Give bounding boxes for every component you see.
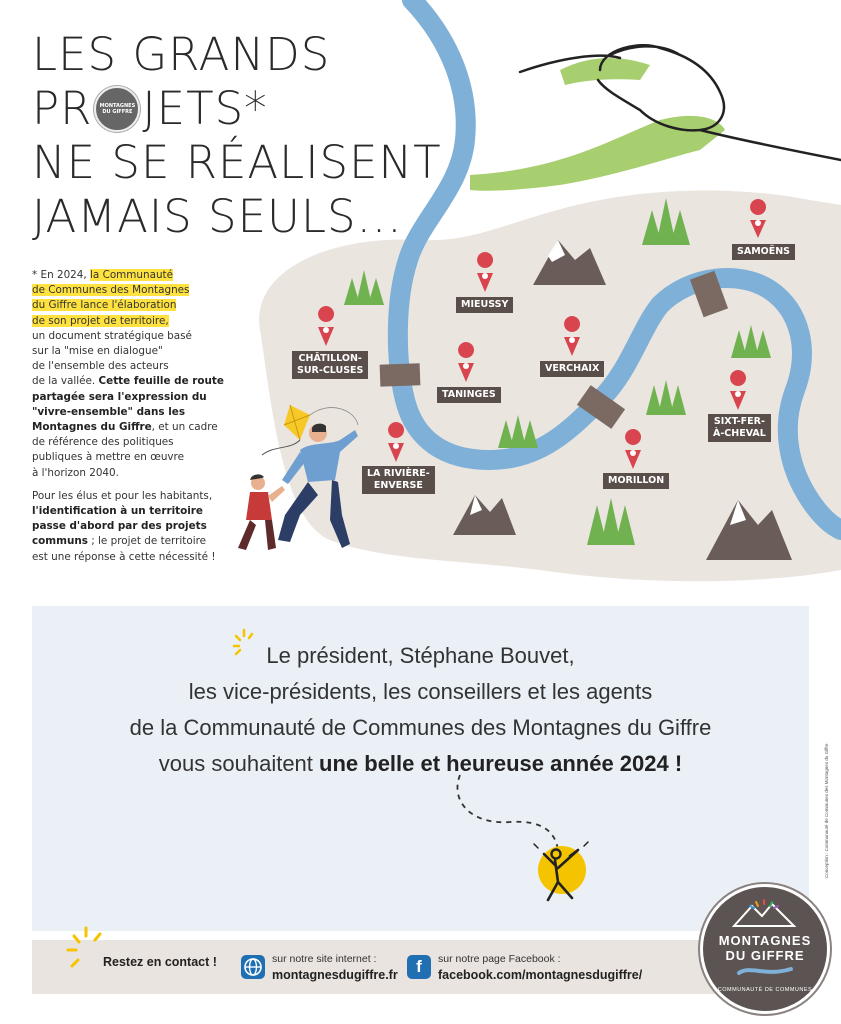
- place-label-chatillon: [292, 351, 368, 379]
- place-label-line: ENVERSE: [373, 480, 423, 491]
- intro-text-part: de l'ensemble des acteurs: [32, 360, 169, 373]
- greeting-line-3: de la Communauté de Communes des Montagnes du Giffre: [129, 715, 712, 740]
- bridge: [380, 363, 421, 386]
- intro-paragraph-2: [32, 489, 232, 565]
- intro-text: [32, 268, 232, 573]
- intro-highlight: de son projet de territoire,: [32, 314, 169, 327]
- celebrating-figure-illustration: [440, 770, 610, 920]
- facebook-link[interactable]: facebook.com/montagnesdugiffre/: [438, 968, 643, 982]
- title-line-3: NE SE RÉALISENT: [32, 136, 442, 189]
- intro-bold: partagée sera l'expression du: [32, 390, 207, 403]
- place-label-morillon: MORILLON: [603, 473, 669, 489]
- intro-text-part: est une réponse à cette nécessité !: [32, 550, 216, 563]
- place-label-riviere-enverse: [362, 466, 435, 494]
- intro-bold: passe d'abord par des projets: [32, 520, 207, 533]
- place-label-mieussy: MIEUSSY: [456, 297, 513, 313]
- place-label-line: CHÂTILLON-: [298, 353, 362, 364]
- greeting-line-4: [32, 746, 809, 782]
- intro-text-part: de référence des politiques: [32, 436, 174, 449]
- conception-credit: [824, 718, 834, 878]
- intro-text-part: publiques à mettre en œuvre: [32, 451, 184, 464]
- mini-logo-line2: DU GIFFRE: [102, 109, 133, 115]
- child-illustration: [238, 474, 285, 550]
- greeting-line-4-bold: une belle et heureuse année 2024 !: [319, 751, 683, 776]
- place-label-line: SUR-CLUSES: [297, 365, 364, 376]
- site-label: sur notre site internet :: [272, 953, 377, 965]
- logo-line-1: MONTAGNES: [718, 933, 812, 948]
- title-line-1: LES GRANDS: [32, 28, 331, 81]
- greeting-message: [32, 638, 809, 782]
- logo-subtitle: COMMUNAUTÉ DE COMMUNES: [717, 987, 813, 993]
- intro-bold: "vivre-ensemble" dans les: [32, 405, 186, 418]
- intro-text-part: Pour les élus et pour les habitants,: [32, 489, 213, 502]
- place-label-line: LA RIVIÈRE-: [367, 468, 430, 479]
- intro-highlight: la Communauté: [90, 269, 174, 281]
- intro-text-part: à l'horizon 2040.: [32, 466, 119, 479]
- logo-river-icon: [735, 963, 795, 979]
- contact-heading: Restez en contact !: [103, 955, 217, 969]
- arm-green-upper: [560, 58, 650, 85]
- arm-green: [470, 116, 725, 191]
- intro-bold: Montagnes du Giffre: [32, 421, 152, 434]
- globe-icon[interactable]: [241, 955, 265, 979]
- intro-highlight: de Communes des Montagnes: [32, 284, 190, 297]
- place-label-line: À-CHEVAL: [713, 428, 766, 439]
- mini-logo: [94, 86, 140, 132]
- intro-text-part: sur la "mise en dialogue": [32, 345, 163, 358]
- greeting-line-1: Le président, Stéphane Bouvet,: [266, 643, 575, 668]
- title-line-2-start: PR: [32, 82, 93, 135]
- intro-bold: communs: [32, 535, 88, 548]
- title-line-2: [32, 82, 452, 136]
- intro-text-part: un document stratégique basé: [32, 329, 192, 342]
- intro-text-part: * En 2024,: [32, 269, 91, 281]
- intro-text-part: ; le projet de territoire: [87, 535, 207, 548]
- logo-text: [700, 933, 830, 963]
- title-line-2-end: JETS*: [142, 82, 268, 135]
- facebook-label: sur notre page Facebook :: [438, 953, 561, 965]
- intro-bold: l'identification à un territoire: [32, 505, 203, 518]
- intro-paragraph-1: [32, 268, 232, 481]
- place-label-taninges: TANINGES: [437, 387, 501, 403]
- place-label-samoens: SAMOËNS: [732, 244, 795, 260]
- greeting-line-4-text: vous souhaitent: [158, 751, 320, 776]
- logo-line-2: DU GIFFRE: [725, 948, 805, 963]
- title-line-4: JAMAIS SEULS...: [32, 190, 403, 243]
- intro-text-part: de la vallée.: [32, 375, 96, 388]
- facebook-icon[interactable]: f: [407, 955, 431, 979]
- site-link[interactable]: montagnesdugiffre.fr: [272, 968, 398, 982]
- greeting-line-2: les vice-présidents, les conseillers et les agents: [188, 679, 653, 704]
- place-label-sixt: [708, 414, 771, 442]
- mini-logo-line1: MONTAGNES: [99, 103, 136, 109]
- page-title: [32, 28, 452, 244]
- intro-text-part: , et un cadre: [151, 421, 218, 434]
- place-label-verchaix: VERCHAIX: [540, 361, 604, 377]
- sparkle-icon: [64, 924, 104, 974]
- intro-bold: Cette feuille de route: [98, 375, 224, 388]
- conception-text: Conception : Communauté de Communes des Montagnes du Giffre: [824, 743, 829, 878]
- place-label-line: SIXT-FER-: [713, 416, 765, 427]
- intro-highlight: du Giffre lance l'élaboration: [32, 299, 177, 312]
- logo-mountains-icon: [728, 898, 800, 928]
